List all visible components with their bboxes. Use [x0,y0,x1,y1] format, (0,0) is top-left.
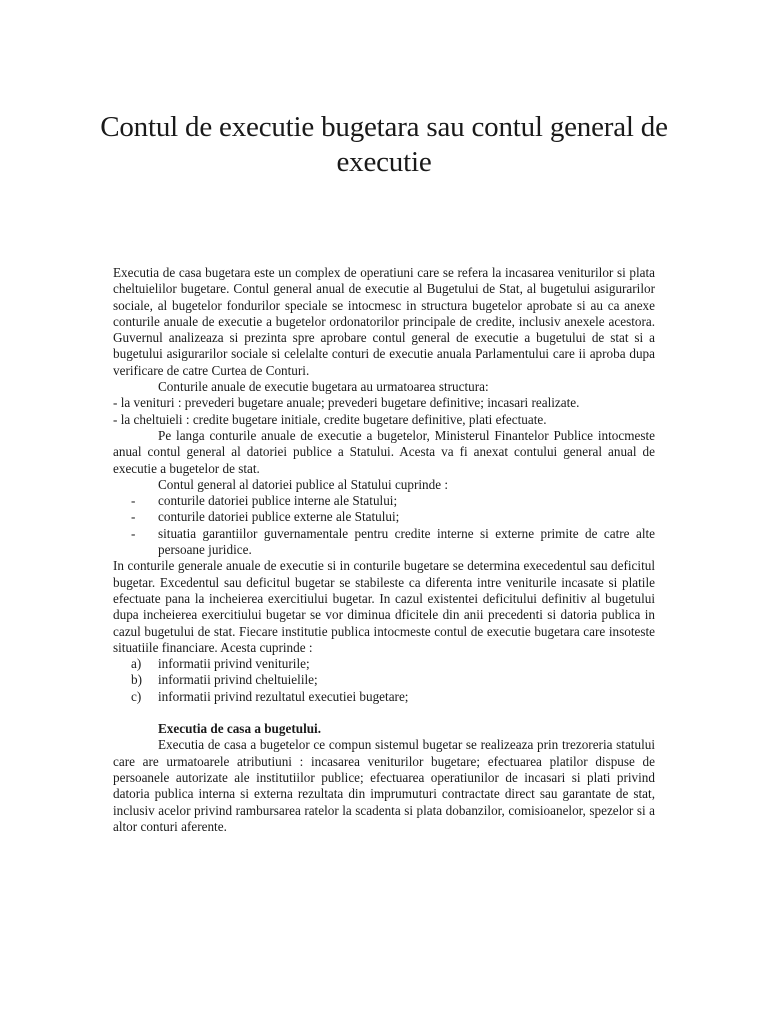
list-item-text: informatii privind cheltuielile; [158,672,318,688]
list-item [113,672,655,688]
list-letter: a) [131,656,142,672]
list-item [113,656,655,672]
paragraph-datorie: Pe langa conturile anuale de executie a bugetelor, Ministerul Finantelor Publice intocmeste anual contul general al datoriei publice a Statului. Acesta va fi anexat contului general anual de executie a bugetelor de stat. [113,427,655,476]
list-item [113,526,655,559]
list-item [113,509,655,525]
section-heading: Executia de casa a bugetului. [158,721,322,737]
list-item-text: informatii privind veniturile; [158,656,310,672]
list-bullet: - [131,493,136,509]
paragraph-cont-general: Contul general al datoriei publice al Statului cuprinde : [158,476,449,492]
structure-line-cheltuieli: - la cheltuieli : credite bugetare initiale, credite bugetare definitive, plati efectuate. [113,411,547,427]
page-title: Contul de executie bugetara sau contul general de executie [100,111,668,178]
paragraph-intro: Executia de casa bugetara este un complex de operatiuni care se refera la incasarea veniturilor si plata cheltuielilor bugetare. Contul general anual de executie al Bugetului de Stat, al bugetului asigurarilor sociale, al bugetelor fondurilor speciale se intocmesc in structura bugetelor aprobate si au ca anexe conturile anuale de executie a bugetelor ordonatorilor principale de credite, inclusiv anexele acestora. Guvernul analizeaza si prezinta spre aprobare contul general de executie a bugetului de stat si a bugetului asigurarilor sociale si celelalte conturi de executie anuala Parlamentului care ii aproba dupa verificare de catre Curtea de Conturi. [113,265,655,378]
structure-line-venituri: - la venituri : prevederi bugetare anuale; prevederi bugetare definitive; incasari realizate. [113,395,580,411]
list-item [113,689,655,705]
list-item [113,493,655,509]
list-item-text: conturile datoriei publice externe ale Statului; [158,509,400,525]
list-item-text: situatia garantiilor guvernamentale pentru credite interne si externe primite de catre alte persoane juridice. [158,525,655,558]
list-letter: c) [131,688,142,704]
list-item-text: conturile datoriei publice interne ale Statului; [158,493,398,509]
list-bullet: - [131,509,136,525]
paragraph-trezorerie: Executia de casa a bugetelor ce compun sistemul bugetar se realizeaza prin trezoreria statului care are urmatoarele atributiuni : incasarea veniturilor bugetare; efectuarea platilor dispuse de persoanele autorizate ale institutiilor publice; efectuarea operatiunilor de incasari si plati privind datoria publica interna si externa rezultata din imprumuturi contractate direct sau garantate de stat, inclusiv acelor privind rambursarea ratelor la scadenta si plata dobanzilor, comisioanelor, spezelor si a altor conturi aferente. [113,737,655,834]
document-body [113,265,655,835]
paragraph-structure: Conturile anuale de executie bugetara au urmatoarea structura: [158,379,489,395]
list-bullet: - [131,525,136,541]
list-letter: b) [131,672,142,688]
list-item-text: informatii privind rezultatul executiei bugetare; [158,688,409,704]
paragraph-excedent: In conturile generale anuale de executie si in conturile bugetare se determina execedentul sau deficitul bugetar. Excedentul sau deficitul bugetar se stabileste ca diferenta intre veniturile incasate si platile efectuate pana la incheierea exercitiului bugetar. In cazul existentei deficitului definitiv al bugetului dupa incheierea exercitiului bugetar se vor diminua dficitele din anii precedenti si datoria publica in cazul bugetului de stat. Fiecare institutie publica intocmeste contul de executie bugetara care insoteste situatiile financiare. Acesta cuprinde : [113,558,655,655]
